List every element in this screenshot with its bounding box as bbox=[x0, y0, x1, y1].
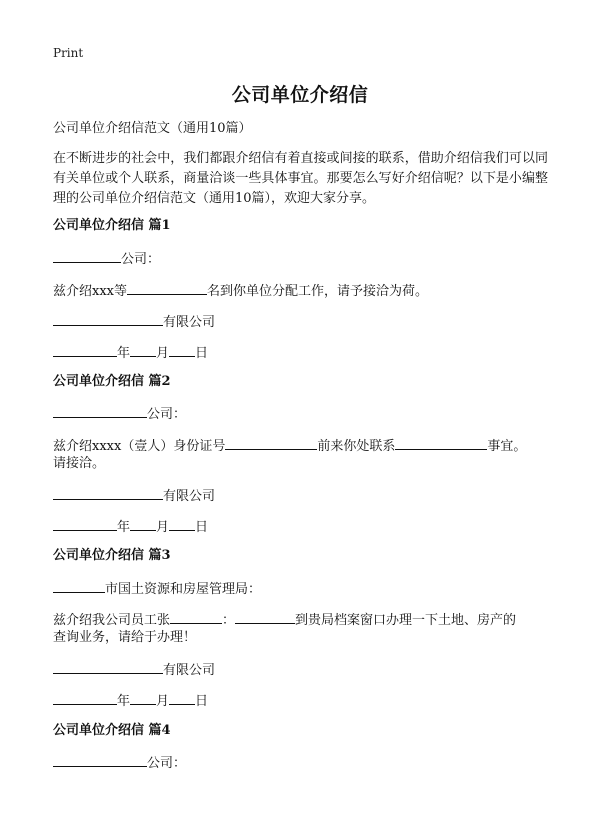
body-text: 事宜。 bbox=[487, 439, 527, 454]
company-text: 有限公司 bbox=[163, 315, 216, 330]
salutation-text: 公司： bbox=[121, 252, 161, 267]
body-text: 兹介绍xxx等 bbox=[53, 284, 127, 299]
date-year: 年 bbox=[117, 346, 131, 361]
section-4-salutation bbox=[53, 752, 186, 774]
blank-field bbox=[235, 609, 295, 624]
section-3-date bbox=[53, 690, 208, 712]
body-text: 兹介绍我公司员工张 bbox=[53, 613, 171, 628]
blank-field bbox=[130, 342, 156, 357]
print-link[interactable]: Print bbox=[53, 46, 84, 60]
blank-field bbox=[53, 311, 163, 326]
company-text: 有限公司 bbox=[163, 489, 216, 504]
date-day: 日 bbox=[195, 520, 209, 535]
blank-field bbox=[169, 342, 195, 357]
date-month: 月 bbox=[156, 694, 170, 709]
blank-field bbox=[53, 690, 117, 705]
blank-field bbox=[53, 752, 147, 767]
section-heading-3: 公司单位介绍信 篇3 bbox=[53, 548, 171, 563]
salutation-text: 市国土资源和房屋管理局： bbox=[105, 582, 262, 597]
blank-field bbox=[225, 435, 317, 450]
blank-field bbox=[170, 609, 222, 624]
section-heading-1: 公司单位介绍信 篇1 bbox=[53, 218, 171, 233]
section-2-body-line2: 请接洽。 bbox=[53, 456, 106, 471]
blank-field bbox=[130, 690, 156, 705]
intro-paragraph: 在不断进步的社会中，我们都跟介绍信有着直接或间接的联系，借助介绍信我们可以同有关单位或个人联系，商量洽谈一些具体事宜。那要怎么写好介绍信呢？以下是小编整理的公司单位介绍信范文（通用10篇），欢迎大家分享。 bbox=[53, 151, 548, 206]
section-1-company bbox=[53, 311, 215, 333]
section-1-date bbox=[53, 342, 208, 364]
section-1-body bbox=[53, 280, 428, 302]
date-year: 年 bbox=[117, 520, 131, 535]
section-1-salutation bbox=[53, 248, 160, 270]
section-3-company bbox=[53, 659, 215, 681]
section-2-salutation bbox=[53, 403, 186, 425]
blank-field bbox=[395, 435, 487, 450]
company-text: 有限公司 bbox=[163, 663, 216, 678]
date-year: 年 bbox=[117, 694, 131, 709]
section-2-body bbox=[53, 435, 526, 457]
blank-field bbox=[53, 659, 163, 674]
blank-field bbox=[53, 578, 105, 593]
section-3-body-line2: 查询业务，请给于办理！ bbox=[53, 630, 197, 645]
body-text: 前来你处联系 bbox=[317, 439, 396, 454]
body-text: 名到你单位分配工作，请予接洽为荷。 bbox=[207, 284, 429, 299]
salutation-text: 公司： bbox=[147, 407, 187, 422]
date-day: 日 bbox=[195, 694, 209, 709]
blank-field bbox=[53, 248, 121, 263]
date-month: 月 bbox=[156, 346, 170, 361]
document-subtitle: 公司单位介绍信范文（通用10篇） bbox=[53, 121, 252, 136]
date-day: 日 bbox=[195, 346, 209, 361]
section-3-salutation bbox=[53, 578, 261, 600]
body-text: 兹介绍xxxx（壹人）身份证号 bbox=[53, 439, 226, 454]
blank-field bbox=[53, 342, 117, 357]
date-month: 月 bbox=[156, 520, 170, 535]
section-heading-2: 公司单位介绍信 篇2 bbox=[53, 374, 171, 389]
document-title: 公司单位介绍信 bbox=[231, 84, 369, 106]
body-text: ： bbox=[222, 613, 236, 628]
section-2-company bbox=[53, 485, 215, 507]
blank-field bbox=[130, 516, 156, 531]
blank-field bbox=[53, 403, 147, 418]
blank-field bbox=[169, 690, 195, 705]
blank-field bbox=[53, 485, 163, 500]
body-text: 到贵局档案窗口办理一下土地、房产的 bbox=[295, 613, 517, 628]
blank-field bbox=[127, 280, 207, 295]
blank-field bbox=[169, 516, 195, 531]
blank-field bbox=[53, 516, 117, 531]
salutation-text: 公司： bbox=[147, 756, 187, 771]
section-2-date bbox=[53, 516, 208, 538]
section-heading-4: 公司单位介绍信 篇4 bbox=[53, 723, 171, 738]
